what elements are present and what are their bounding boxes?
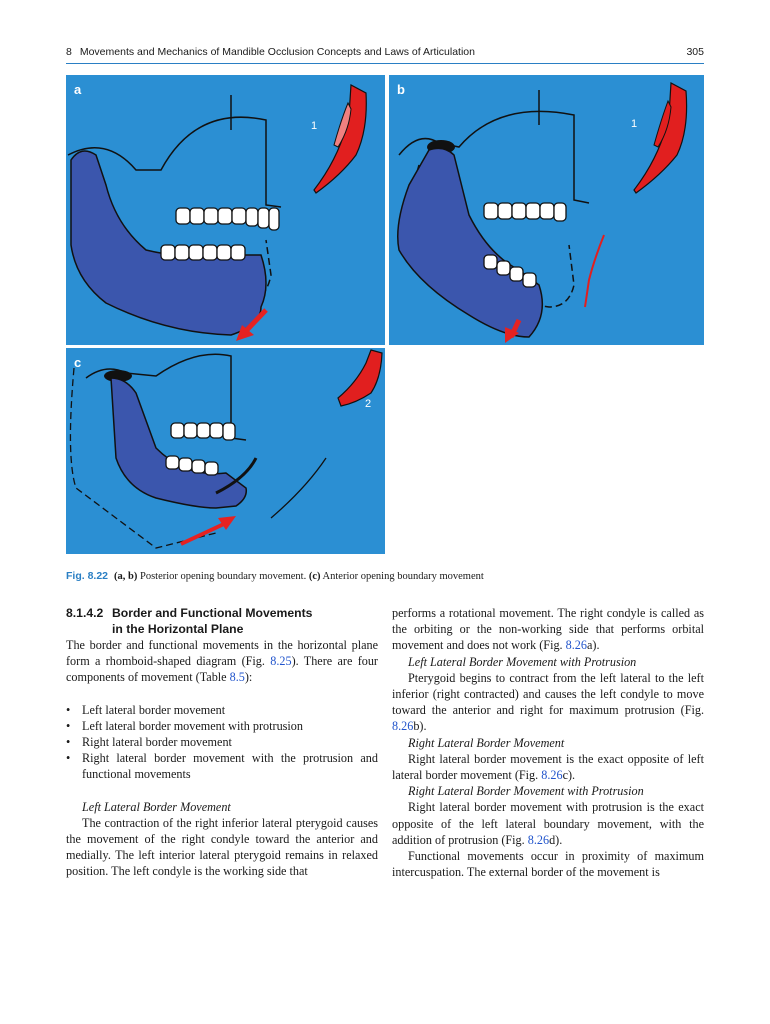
panel-a-illustration bbox=[66, 75, 385, 345]
caption-text-1: Posterior opening boundary movement. bbox=[137, 571, 309, 582]
paragraph bbox=[66, 637, 378, 686]
text-run: performs a rotational movement. The right condyle is called as the orbiting or the non-working side that performs orbital movement and does not work (Fig. bbox=[392, 606, 704, 653]
figure-reference-link[interactable]: 8.26 bbox=[565, 638, 587, 653]
muscle-shape bbox=[338, 350, 382, 406]
figure-label: Fig. 8.22 bbox=[66, 570, 109, 582]
text-run: a). bbox=[586, 638, 600, 653]
paragraph bbox=[392, 799, 704, 848]
section-number: 8.1.4.2 bbox=[66, 606, 104, 620]
chapter-number: 8 bbox=[66, 46, 72, 58]
panel-label-c: c bbox=[74, 355, 82, 370]
muscle-number-a: 1 bbox=[311, 120, 318, 132]
caption-text-2: Anterior opening boundary movement bbox=[320, 571, 484, 582]
figure-caption bbox=[66, 570, 704, 582]
text-run: b). bbox=[413, 719, 427, 734]
subheading: Left Lateral Border Movement bbox=[82, 799, 231, 814]
bullet-list bbox=[66, 702, 378, 783]
figure-panel-b bbox=[389, 75, 704, 345]
figure-reference-link[interactable]: 8.26 bbox=[527, 832, 550, 847]
panel-b-illustration bbox=[389, 75, 704, 345]
text-run: c). bbox=[562, 768, 576, 783]
chapter-heading bbox=[66, 46, 475, 58]
section-title-line2: in the Horizontal Plane bbox=[112, 622, 244, 636]
muscle-number-c: 2 bbox=[365, 398, 372, 410]
page-number: 305 bbox=[686, 46, 704, 58]
figure-panel-c bbox=[66, 348, 385, 554]
text-run: ). There are four components of movement (Table bbox=[66, 654, 378, 685]
chapter-title: Movements and Mechanics of Mandible Occlusion Concepts and Laws of Articulation bbox=[79, 46, 475, 58]
text-run: Right lateral border movement is the exact opposite of left lateral border movement (Fig. bbox=[392, 751, 704, 783]
table-reference-link[interactable]: 8.5 bbox=[229, 670, 245, 685]
section-heading bbox=[66, 605, 378, 637]
figure-reference-link[interactable]: 8.26 bbox=[392, 719, 414, 734]
header-rule bbox=[66, 63, 704, 64]
list-item: • Left lateral border movement with protrusion bbox=[66, 718, 378, 734]
running-header bbox=[66, 44, 704, 62]
paragraph bbox=[392, 670, 704, 735]
section-title-line1: Border and Functional Movements bbox=[112, 606, 313, 620]
paragraph bbox=[392, 751, 704, 783]
text-run: Pterygoid begins to contract from the left lateral to the left inferior (right contracted) and causes the left condyle to move toward the anterior and right for maximum protrusion (Fig. bbox=[392, 670, 704, 718]
subheading: Right Lateral Border Movement bbox=[408, 735, 565, 750]
left-column bbox=[66, 605, 378, 880]
figure-reference-link[interactable]: 8.26 bbox=[541, 768, 563, 783]
list-item: • Right lateral border movement with the protrusion and functional movements bbox=[66, 750, 378, 782]
caption-panel-c: (c) bbox=[308, 571, 321, 582]
panel-c-illustration bbox=[66, 348, 385, 554]
mandible-shape bbox=[71, 151, 266, 335]
subheading: Right Lateral Border Movement with Protrusion bbox=[408, 784, 644, 799]
paragraph: Functional movements occur in proximity of maximum intercuspation. The external border of the movement is bbox=[392, 849, 704, 880]
text-run: The border and functional movements in the horizontal plane form a rhomboid-shaped diagram (Fig. bbox=[66, 638, 378, 669]
paragraph bbox=[392, 605, 704, 654]
figure-panel-a bbox=[66, 75, 385, 345]
list-item: • Left lateral border movement bbox=[66, 702, 378, 718]
text-run: d). bbox=[549, 832, 563, 847]
muscle-number-b: 1 bbox=[631, 118, 638, 130]
paragraph: The contraction of the right inferior lateral pterygoid causes the movement of the right condyle toward the anterior and medially. The left interior lateral pterygoid remains in relaxed position. The left condyle is the working side that bbox=[66, 815, 378, 879]
subheading: Left Lateral Border Movement with Protrusion bbox=[408, 654, 637, 669]
panel-label-a: a bbox=[74, 82, 82, 97]
list-item: • Right lateral border movement bbox=[66, 734, 378, 750]
right-column bbox=[392, 605, 704, 880]
text-run: Right lateral border movement with protrusion is the exact opposite of the left lateral boundary movement, with the addition of protrusion (Fig. bbox=[392, 800, 704, 847]
text-run: ): bbox=[244, 670, 253, 685]
caption-panels-ab: (a, b) bbox=[114, 571, 138, 582]
panel-label-b: b bbox=[397, 82, 405, 97]
figure-reference-link[interactable]: 8.25 bbox=[270, 654, 292, 669]
mandible-shape bbox=[398, 148, 543, 337]
